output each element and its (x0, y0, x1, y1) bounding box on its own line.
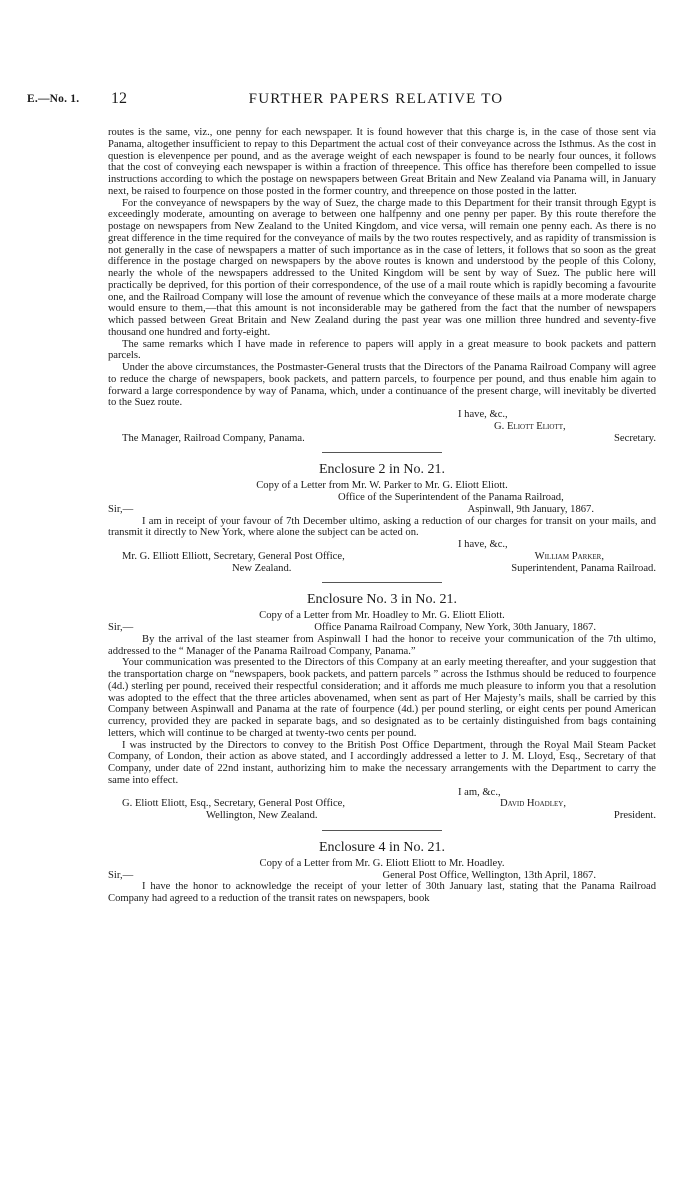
document-body (108, 127, 656, 905)
letter1-paragraph: routes is the same, viz., one penny for each newspaper. It is found however that this charge is, in the case of those sent via Panama, altogether insufficient to repay to this Department the actual cost of their conveyance across the Isthmus. As the cost in question is elevenpence per pound, and as the average weight of each newspaper is found to be nearly four ounces, it follows that the cost of conveying each newspaper is within a fraction of threepence. This office has therefore been compelled to issue instructions according to which the postage on newspapers between Great Britain and New Zealand via Panama will, in January next, be raised to fourpence on those posted in the former country, and threepence on those posted in the latter. (108, 127, 656, 197)
document-reference: E.—No. 1. (27, 93, 80, 105)
enclosure-3-salutation: Sir,— (108, 622, 134, 633)
running-title: FURTHER PAPERS RELATIVE TO (248, 91, 504, 107)
enclosure-2-signature: William Parker, (534, 550, 604, 562)
enclosure-4-paragraph: I have the honor to acknowledge the receipt of your letter of 30th January last, stating that the Panama Railroad Company had agreed to a reduction of the transit rates on newspapers, book (108, 881, 656, 904)
enclosure-2-closing: I have, &c., (458, 539, 508, 550)
page-number: 12 (111, 90, 127, 107)
enclosure-3-paragraph: Your communication was presented to the Directors of this Company at an early meeting thereafter, and your suggestion that the transportation charge on “newspapers, book packets, and pattern parcels ” across the Isthmus should be reduced to fourpence (4d.) sterling per pound, received their respectful consideration; and it affords me much pleasure to inform you that a resolution was adopted to the effect that the three articles abovenamed, when sent as part of Her Majesty’s mails, shall be carried by this Company between Aspinwall and Panama at the rate of fourpence (4d.) per pound sterling, or eight cents per pound American currency, provided they are packed in separate bags, and so designated as to be certainly distinguished from bags containing letters, which will continue to be charged at twenty-two cents per pound. (108, 657, 656, 739)
enclosure-3-paragraph: I was instructed by the Directors to convey to the British Post Office Department, through the Royal Mail Steam Packet Company, of London, their action as above stated, and I accordingly addressed a letter to J. M. Lloyd, Esq., Secretary of that Company, under date of 22nd instant, authorizing him to make the necessary arrangements with the Department to carry the same into effect. (108, 739, 656, 786)
enclosure-3-signature: David Hoadley, (500, 798, 566, 810)
letter1-paragraph: The same remarks which I have made in reference to papers will apply in a great measure to book packets and pattern parcels. (108, 338, 656, 362)
enclosure-2-paragraph: I am in receipt of your favour of 7th December ultimo, asking a reduction of our charges for transit on your mails, and transmit it directly to New York, where alone the subject can be acted on. (108, 515, 656, 539)
letter1-paragraph: Under the above circumstances, the Postmaster-General trusts that the Directors of the Panama Railroad Company will agree to reduce the charge of newspapers, book packets, and pattern parcels, to fourpence per pound, and thus enable him again to forward a large correspondence by way of Panama, which, under a continuance of the present charge, will inevitably be diverted to the Suez route. (108, 362, 656, 409)
letter1-signature: G. Eliott Eliott, (494, 420, 566, 432)
enclosure-3-closing: I am, &c., (458, 786, 501, 798)
enclosure-3-addressee: G. Eliott Eliott, Esq., Secretary, General Post Office, (122, 798, 346, 810)
enclosure-4-heading: Enclosure 4 in No. 21. (319, 839, 445, 855)
enclosure-2-office-line: Office of the Superintendent of the Panama Railroad, (338, 492, 564, 503)
letter1-addressee: The Manager, Railroad Company, Panama. (122, 432, 305, 444)
enclosure-2-addressee-location: New Zealand. (232, 562, 292, 574)
enclosure-3-heading: Enclosure No. 3 in No. 21. (306, 592, 458, 608)
enclosure-2-subheading: Copy of a Letter from Mr. W. Parker to Mr. G. Eliott Eliott. (256, 480, 508, 492)
enclosure-2-heading: Enclosure 2 in No. 21. (319, 462, 445, 478)
enclosure-2-date-line: Aspinwall, 9th January, 1867. (467, 503, 594, 515)
enclosure-2-salutation: Sir,— (108, 503, 134, 515)
section-divider (322, 830, 442, 831)
enclosure-3-addressee-location: Wellington, New Zealand. (206, 810, 318, 821)
enclosure-4-salutation: Sir,— (108, 869, 134, 881)
letter1-signatory-title: Secretary. (614, 432, 656, 444)
enclosure-3-office-line: Office Panama Railroad Company, New York, 30th January, 1867. (314, 622, 596, 633)
section-divider (322, 582, 442, 583)
page-header (0, 90, 700, 109)
enclosure-2-addressee: Mr. G. Elliott Elliott, Secretary, General Post Office, (122, 550, 345, 562)
enclosure-4-subheading: Copy of a Letter from Mr. G. Eliott Eliott to Mr. Hoadley. (259, 857, 505, 869)
letter1-closing: I have, &c., (458, 409, 508, 420)
enclosure-3-paragraph: By the arrival of the last steamer from Aspinwall I had the honor to receive your communication of the 7th ultimo, addressed to the “ Manager of the Panama Railroad Company, Panama.” (108, 633, 656, 657)
letter1-paragraph: For the conveyance of newspapers by the way of Suez, the charge made to this Department for their transit through Egypt is exceedingly moderate, amounting on average to between one halfpenny and one penny per paper. By this route therefore the postage on newspapers from New Zealand to the United Kingdom, and vice versa, will remain one penny each. As there is no great difference in the time required for the conveyance of mails by the two routes respectively, and as rapidity of transmission is not generally in the case of newspapers a matter of such importance as in the case of letters, it follows that so soon as the great difference in the postage charged on newspapers by the above routes is known and understood by the people of this Colony, nearly the whole of the newspapers addressed to the United Kingdom will be sent by way of Suez. The public here will practically be deprived, for this portion of their correspondence, of the use of a mail route which is rapidly becoming a favourite one, and the Railroad Company will lose the amount of revenue which the conveyance of these mails at a more moderate charge would ensure to them,—that this amount is not inconsiderable may be gathered from the fact that the number of newspapers which passed between Great Britain and New Zealand during the past year was one million three hundred and seventy-five thousand one hundred and forty-eight. (108, 197, 656, 338)
section-divider (322, 452, 442, 453)
enclosure-2-signatory-title: Superintendent, Panama Railroad. (511, 562, 656, 574)
enclosure-4-office-line: General Post Office, Wellington, 13th April, 1867. (382, 869, 596, 881)
enclosure-3-signatory-title: President. (613, 810, 656, 821)
enclosure-3-subheading: Copy of a Letter from Mr. Hoadley to Mr. G. Eliott Eliott. (259, 610, 505, 622)
